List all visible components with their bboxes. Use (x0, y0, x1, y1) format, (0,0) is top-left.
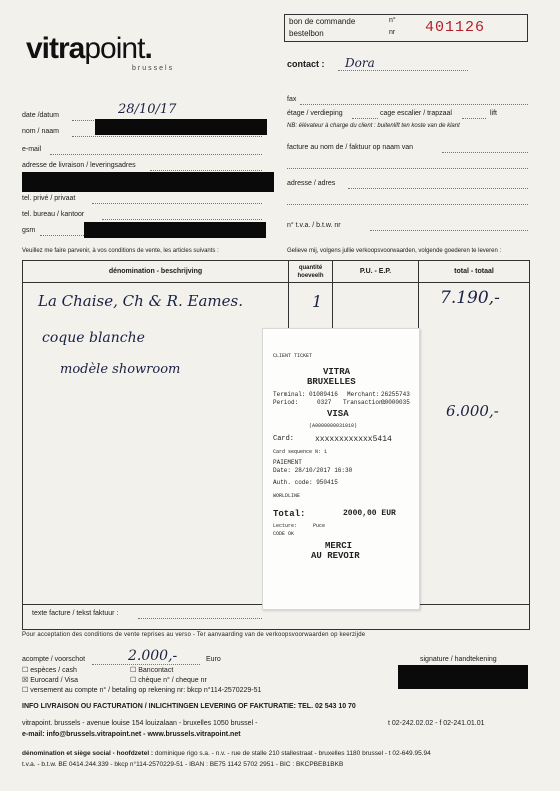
vitrapoint-logo (26, 32, 152, 66)
item-line-3: modèle showroom (60, 362, 181, 377)
redacted-gsm (84, 222, 266, 238)
nb-note: NB: élévateur à charge du client : buitenlift ten koste van de klant (287, 123, 460, 129)
cheque-option[interactable]: ☐ chèque n° / cheque nr (130, 677, 207, 684)
logo-subtitle: brussels (132, 65, 175, 72)
bancontact-label: Bancontact (138, 667, 174, 674)
receipt-revoir: AU REVOIR (311, 551, 360, 561)
signature-label: signature / handtekening (420, 656, 497, 663)
invoice-text-label: texte facture / tekst faktuur : (32, 610, 119, 617)
address-label: adresse de livraison / leveringsadres (22, 162, 136, 169)
name-line (72, 136, 262, 137)
footer-seat-line (22, 750, 431, 757)
item-total: 7.190,- (440, 288, 500, 308)
cheque-label: chèque n° / cheque nr (138, 677, 207, 684)
item-total-2: 6.000,- (446, 402, 499, 420)
right-address-line (348, 188, 528, 189)
eurocard-label: Eurocard / Visa (30, 677, 78, 684)
right-address-label: adresse / adres (287, 180, 336, 187)
transfer-label: versement au compte n° / betaling op rekening nr: bkcp n°114-2570229-51 (30, 687, 262, 694)
vat-line (370, 230, 528, 231)
left-notice: Veuillez me faire parvenir, à vos conditions de vente, les articles suivants : (22, 248, 219, 254)
gsm-label: gsm (22, 227, 36, 234)
bancontact-option[interactable]: ☐ Bancontact (130, 667, 174, 674)
advance-label: acompte / voorschot (22, 656, 86, 663)
item-line-2: coque blanche (42, 330, 145, 346)
items-table (22, 260, 530, 283)
footer-seat-label: dénomination et siège social - hoofdzetel : (22, 750, 154, 757)
redacted-signature (398, 665, 528, 689)
fax-label: fax (287, 96, 297, 103)
receipt-issuer: WORLDLINE (273, 493, 301, 499)
receipt-period: Period: (273, 399, 299, 406)
receipt-terminal: Terminal: 01089416 (273, 391, 338, 398)
order-number: 401126 (425, 19, 486, 36)
card-receipt (262, 328, 420, 610)
header-description: dénomination - beschrijving (23, 261, 289, 283)
email-label: e-mail (22, 146, 42, 153)
contact-line (338, 70, 468, 71)
tel-office-line (102, 219, 262, 220)
receipt-title: CLIENT TICKET (273, 353, 313, 359)
logo-bold: vitra (26, 32, 85, 65)
item-line-1: La Chaise, Ch & R. Eames. (38, 292, 243, 310)
redacted-name (95, 119, 267, 135)
receipt-transaction-value: 00000035 (381, 399, 410, 406)
acceptance-text: Pour acceptation des conditions de vente reprises au verso - Ter aanvaarding van de verkoopsvoorwaarden op keerzijde (22, 632, 366, 638)
stair-label: cage escalier / trapzaal (380, 110, 452, 117)
footer-address: vitrapoint. brussels - avenue louise 154 louizalaan - bruxelles 1050 brussel - (22, 720, 258, 727)
order-n-label: n° (389, 17, 396, 24)
footer-phones: t 02-242.02.02 - f 02-241.01.01 (388, 720, 485, 727)
receipt-total-value: 2000,00 EUR (343, 509, 396, 518)
right-notice: Gelieve mij, volgens jullie verkoopsvoorwaarden, volgende goederen te leveren : (287, 248, 502, 254)
receipt-vitra: VITRA (323, 367, 351, 377)
vat-label: n° t.v.a. / b.t.w. nr (287, 222, 341, 229)
contact-label: contact : (287, 59, 325, 69)
invoice-line-2 (287, 168, 528, 169)
right-address-line-2 (287, 204, 528, 205)
receipt-merchant: Merchant: (347, 391, 380, 398)
footer-email: e-mail: info@brussels.vitrapoint.net - www.brussels.vitrapoint.net (22, 731, 241, 738)
euro-label: Euro (206, 656, 221, 663)
email-line (50, 154, 262, 155)
transfer-option[interactable]: ☐ versement au compte n° / betaling op rekening nr: bkcp n°114-2570229-51 (22, 687, 262, 694)
footer-info: INFO LIVRAISON OU FACTURATION / INLICHTINGEN LEVERING OF FAKTURATIE: TEL. 02 543 10 70 (22, 703, 356, 710)
invoice-label: facture au nom de / faktuur op naam van (287, 144, 414, 151)
contact-value: Dora (345, 56, 375, 70)
order-label-nl: bestelbon (289, 29, 324, 38)
receipt-reading-value: Puce (313, 523, 326, 529)
receipt-transaction: Transaction: (343, 399, 387, 406)
footer-vat: t.v.a. - b.t.w. BE 0414.244.339 - bkcp n°114-2570229-51 - IBAN : BE75 1142 5702 2951 - BIC : BKCPBEB1BKB (22, 761, 344, 768)
footer-seat: dominique rigo s.a. - n.v. - rue de stalle 210 stallestraat - bruxelles 1180 brussel - t 02-649.95.94 (154, 750, 431, 757)
name-label: nom / naam (22, 128, 59, 135)
receipt-period-value: 0327 (317, 399, 332, 406)
order-number-box (284, 14, 528, 42)
receipt-aid: (A0000000031010) (309, 423, 358, 429)
order-nr-label: nr (389, 29, 396, 36)
floor-line (352, 118, 378, 119)
advance-value: 2.000,- (128, 648, 178, 664)
logo-dot: . (144, 32, 152, 65)
cash-option[interactable]: ☐ espèces / cash (22, 667, 77, 674)
date-value: 28/10/17 (118, 102, 177, 117)
receipt-code: CODE OK (273, 531, 295, 537)
redacted-address (22, 172, 274, 192)
receipt-card-label: Card: (273, 435, 295, 443)
receipt-date: Date: 28/10/2017 16:30 (273, 467, 353, 474)
receipt-total-label: Total: (273, 509, 306, 519)
address-line (150, 170, 262, 171)
receipt-city: BRUXELLES (307, 377, 356, 387)
header-total: total - totaal (419, 261, 530, 283)
order-label-fr: bon de commande (289, 17, 356, 26)
receipt-payment: PAIEMENT (273, 459, 302, 466)
header-qty: quantité hoeveelh (289, 261, 333, 283)
receipt-merci: MERCI (325, 541, 353, 551)
items-header-row (23, 261, 530, 283)
floor-label: étage / verdieping (287, 110, 343, 117)
invoice-line (442, 152, 528, 153)
cash-label: espèces / cash (30, 667, 77, 674)
invoice-text-line (138, 618, 262, 619)
receipt-merchant-value: 26255743 (381, 391, 410, 398)
receipt-card-number: xxxxxxxxxxxx5414 (315, 435, 392, 444)
eurocard-option[interactable]: ☒ Eurocard / Visa (22, 677, 78, 684)
fax-line (300, 104, 528, 105)
tel-private-line (92, 203, 262, 204)
tel-private-label: tel. privé / privaat (22, 195, 76, 202)
receipt-auth: Auth. code: 950415 (273, 479, 338, 486)
advance-line (92, 664, 200, 665)
item-qty: 1 (312, 292, 323, 311)
header-unit-price: P.U. - E.P. (333, 261, 419, 283)
receipt-sequence: Card sequence N: 1 (273, 449, 328, 455)
lift-label: lift (490, 110, 497, 117)
date-label: date /datum (22, 112, 59, 119)
logo-thin: point (84, 32, 145, 65)
receipt-reading: Lecture: (273, 523, 298, 529)
tel-office-label: tel. bureau / kantoor (22, 211, 85, 218)
receipt-card-type: VISA (327, 409, 349, 419)
stair-line (462, 118, 486, 119)
